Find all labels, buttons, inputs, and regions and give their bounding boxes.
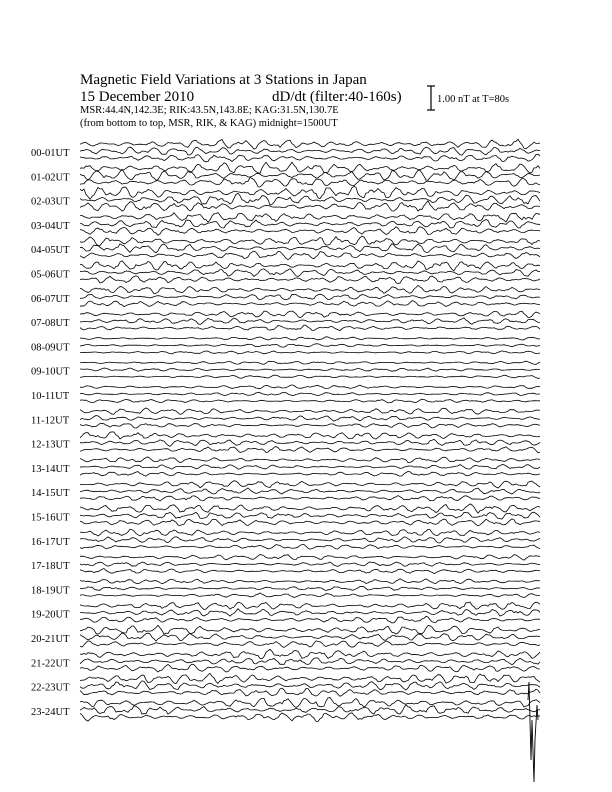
- hour-row: [31, 285, 540, 306]
- station-trace-msr: [80, 201, 540, 211]
- station-trace-rik: [80, 439, 540, 446]
- station-trace-rik: [80, 633, 540, 641]
- station-trace-msr: [80, 276, 540, 284]
- station-trace-rik: [80, 169, 540, 180]
- station-trace-msr: [80, 593, 540, 597]
- hour-row: [31, 625, 540, 647]
- station-trace-rik: [80, 537, 540, 543]
- hour-row: [31, 139, 540, 162]
- station-trace-msr: [80, 325, 540, 331]
- station-trace-kag: [80, 602, 540, 610]
- station-trace-kag: [80, 285, 540, 293]
- station-trace-msr: [80, 375, 540, 378]
- station-trace-rik: [80, 488, 540, 494]
- hour-label: 06-07UT: [31, 293, 70, 305]
- station-trace-kag: [80, 625, 540, 634]
- station-trace-msr: [80, 227, 540, 236]
- station-trace-rik: [80, 465, 540, 470]
- station-trace-msr: [80, 399, 540, 403]
- hour-row: [31, 504, 540, 526]
- station-trace-rik: [80, 416, 540, 422]
- hour-label: 03-04UT: [31, 220, 70, 232]
- station-trace-kag: [80, 139, 540, 149]
- station-trace-msr: [80, 713, 540, 722]
- filter-label: dD/dt (filter:40-160s): [272, 89, 402, 105]
- stations-label: MSR:44.4N,142.3E; RIK:43.5N,143.8E; KAG:31.5N,130.7E: [80, 105, 339, 116]
- hour-label: 13-14UT: [31, 463, 70, 475]
- hour-label: 12-13UT: [31, 439, 70, 451]
- station-trace-rik: [80, 220, 540, 229]
- station-trace-kag: [80, 673, 540, 683]
- hour-label: 19-20UT: [31, 609, 70, 621]
- station-trace-kag: [80, 698, 540, 708]
- hour-label: 00-01UT: [31, 148, 70, 159]
- station-trace-kag: [80, 649, 540, 658]
- hour-row: [31, 408, 540, 428]
- hour-row: [31, 602, 540, 623]
- station-trace-kag: [80, 261, 540, 271]
- station-trace-rik: [80, 193, 540, 205]
- station-trace-kag: [80, 529, 540, 536]
- hour-row: [31, 481, 540, 501]
- date-label: 15 December 2010: [80, 89, 195, 105]
- hour-row: [31, 162, 540, 187]
- station-trace-kag: [80, 579, 540, 584]
- station-trace-msr: [80, 251, 540, 260]
- station-trace-msr: [80, 447, 540, 453]
- station-trace-rik: [80, 658, 540, 665]
- station-trace-kag: [80, 311, 540, 318]
- hour-row: [31, 529, 540, 549]
- hour-label: 05-06UT: [31, 269, 70, 281]
- station-trace-rik: [80, 609, 540, 617]
- station-trace-kag: [80, 432, 540, 439]
- station-trace-kag: [80, 162, 540, 173]
- station-trace-kag: [80, 236, 540, 246]
- station-trace-msr: [80, 641, 540, 648]
- end-spike-trace: [528, 682, 538, 782]
- scale-bar: [427, 86, 435, 110]
- station-trace-rik: [80, 318, 540, 325]
- station-trace-kag: [80, 337, 540, 340]
- station-trace-rik: [80, 586, 540, 590]
- hour-label: 04-05UT: [31, 245, 70, 257]
- station-trace-msr: [80, 423, 540, 428]
- station-trace-msr: [80, 519, 540, 526]
- station-trace-kag: [80, 361, 540, 364]
- hour-label: 11-12UT: [31, 415, 70, 427]
- station-trace-rik: [80, 244, 540, 253]
- station-trace-msr: [80, 616, 540, 623]
- hour-row: [31, 213, 540, 236]
- station-trace-kag: [80, 385, 540, 389]
- station-trace-rik: [80, 368, 540, 371]
- hour-label: 21-22UT: [31, 658, 70, 670]
- station-trace-kag: [80, 213, 540, 223]
- hour-row: [31, 385, 540, 403]
- station-trace-rik: [80, 269, 540, 277]
- hour-label: 15-16UT: [31, 512, 70, 524]
- hour-row: [31, 555, 540, 574]
- hour-label: 17-18UT: [31, 561, 70, 573]
- station-trace-rik: [80, 393, 540, 396]
- hour-label: 20-21UT: [31, 634, 70, 645]
- hour-label: 08-09UT: [31, 342, 70, 354]
- hour-row: [31, 457, 540, 476]
- station-trace-rik: [80, 705, 540, 715]
- station-trace-msr: [80, 301, 540, 307]
- station-trace-rik: [80, 344, 540, 347]
- hour-label: 07-08UT: [31, 318, 70, 330]
- hour-rows: [31, 139, 540, 782]
- hour-label: 09-10UT: [31, 366, 70, 378]
- station-trace-msr: [80, 178, 540, 188]
- hour-row: [31, 649, 540, 672]
- station-trace-kag: [80, 555, 540, 561]
- station-trace-msr: [80, 545, 540, 550]
- station-trace-rik: [80, 294, 540, 299]
- station-trace-msr: [80, 351, 540, 354]
- hour-row: [31, 186, 540, 211]
- hour-row: [31, 579, 540, 598]
- hour-label: 18-19UT: [31, 585, 70, 597]
- station-trace-rik: [80, 562, 540, 567]
- hour-row: [31, 698, 540, 722]
- hour-label: 10-11UT: [31, 391, 70, 402]
- station-trace-rik: [80, 147, 540, 155]
- station-trace-kag: [80, 408, 540, 414]
- hour-label: 22-23UT: [31, 682, 70, 694]
- hour-row: [31, 432, 540, 453]
- station-trace-msr: [80, 496, 540, 501]
- station-trace-rik: [80, 512, 540, 519]
- station-trace-msr: [80, 688, 540, 696]
- station-trace-msr: [80, 664, 540, 672]
- station-trace-kag: [80, 186, 540, 199]
- hour-label: 02-03UT: [31, 196, 70, 208]
- station-trace-msr: [80, 569, 540, 574]
- station-trace-kag: [80, 457, 540, 463]
- hour-row: [31, 236, 540, 260]
- station-trace-kag: [80, 504, 540, 513]
- scale-bar-label: 1.00 nT at T=80s: [437, 94, 510, 105]
- hour-row: [31, 673, 540, 696]
- hour-row: [31, 337, 540, 354]
- station-trace-msr: [80, 471, 540, 476]
- hour-label: 16-17UT: [31, 536, 70, 548]
- chart-title: Magnetic Field Variations at 3 Stations in Japan: [80, 72, 367, 88]
- hour-row: [31, 311, 540, 331]
- hour-row: [31, 261, 540, 284]
- station-order-note: (from bottom to top, MSR, RIK, & KAG) midnight=1500UT: [80, 118, 338, 129]
- station-trace-kag: [80, 481, 540, 488]
- hour-label: 23-24UT: [31, 706, 70, 718]
- hour-row: [31, 361, 540, 378]
- station-trace-msr: [80, 154, 540, 162]
- hour-label: 01-02UT: [31, 172, 70, 184]
- hour-label: 14-15UT: [31, 488, 70, 500]
